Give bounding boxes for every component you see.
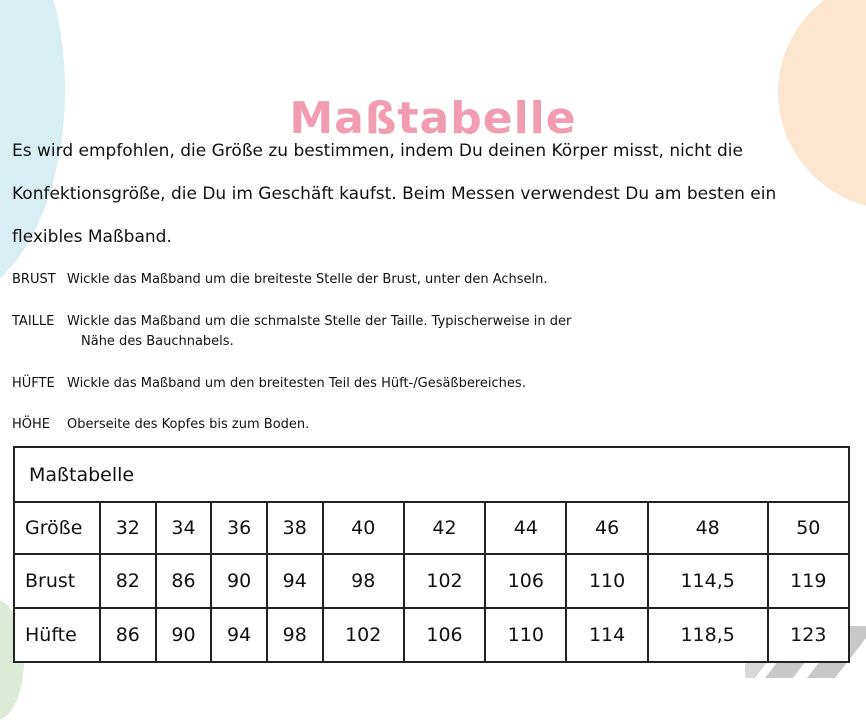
table-cell: 110 [566, 554, 647, 608]
table-cell: 114,5 [648, 554, 768, 608]
table-cell: 94 [267, 554, 323, 608]
table-cell: 106 [485, 554, 566, 608]
table-cell: 94 [211, 608, 267, 662]
table-cell: 90 [211, 554, 267, 608]
table-cell: 102 [323, 608, 404, 662]
measurement-description [67, 270, 667, 290]
measurement-text-line: Wickle das Maßband um den breitesten Teil des Hüft-/Gesäßbereiches. [67, 376, 526, 391]
table-cell: 50 [768, 502, 849, 554]
table-cell: 90 [156, 608, 212, 662]
table-cell: 48 [648, 502, 768, 554]
table-cell: 119 [768, 554, 849, 608]
measurement-label: BRUST [12, 272, 56, 287]
measurement-label: HÖHE [12, 417, 50, 432]
table-cell: 42 [404, 502, 485, 554]
table-cell: 114 [566, 608, 647, 662]
table-title-row [14, 447, 849, 502]
table-row-brust [14, 554, 849, 608]
table-cell: 46 [566, 502, 647, 554]
table-cell: 34 [156, 502, 212, 554]
table-cell: 40 [323, 502, 404, 554]
table-cell: 36 [211, 502, 267, 554]
table-cell: 110 [485, 608, 566, 662]
intro-line: Konfektionsgröße, die Du im Geschäft kaufst. Beim Messen verwendest Du am besten ein [12, 184, 777, 204]
table-cell: 98 [267, 608, 323, 662]
row-header: Hüfte [14, 608, 100, 662]
table-title: Maßtabelle [14, 447, 849, 502]
intro-line: Es wird empfohlen, die Größe zu bestimmen, indem Du deinen Körper misst, nicht die [12, 141, 743, 161]
row-header: Brust [14, 554, 100, 608]
table-cell: 86 [156, 554, 212, 608]
table-cell: 82 [100, 554, 156, 608]
table-cell: 102 [404, 554, 485, 608]
measurement-text-line: Oberseite des Kopfes bis zum Boden. [67, 417, 310, 432]
page-title: Maßtabelle [289, 93, 577, 145]
measurement-text-line: Wickle das Maßband um die breiteste Stelle der Brust, unter den Achseln. [67, 272, 548, 287]
table-row-size [14, 502, 849, 554]
measurement-description [67, 415, 667, 435]
intro-line: flexibles Maßband. [12, 227, 172, 247]
table-cell: 44 [485, 502, 566, 554]
row-header: Größe [14, 502, 100, 554]
measurement-label: TAILLE [12, 314, 55, 329]
measurement-text-line: Nähe des Bauchnabels. [81, 334, 234, 349]
table-cell: 106 [404, 608, 485, 662]
measurement-description [67, 374, 667, 394]
table-cell: 38 [267, 502, 323, 554]
intro-paragraph [12, 130, 852, 259]
measurement-description [67, 312, 667, 352]
table-cell: 98 [323, 554, 404, 608]
table-cell: 32 [100, 502, 156, 554]
measurement-label: HÜFTE [12, 376, 55, 391]
table-cell: 123 [768, 608, 849, 662]
table-row-huefte [14, 608, 849, 662]
measurement-text-line: Wickle das Maßband um die schmalste Stelle der Taille. Typischerweise in der [67, 314, 572, 329]
table-cell: 86 [100, 608, 156, 662]
size-chart-table [13, 446, 850, 663]
table-cell: 118,5 [648, 608, 768, 662]
